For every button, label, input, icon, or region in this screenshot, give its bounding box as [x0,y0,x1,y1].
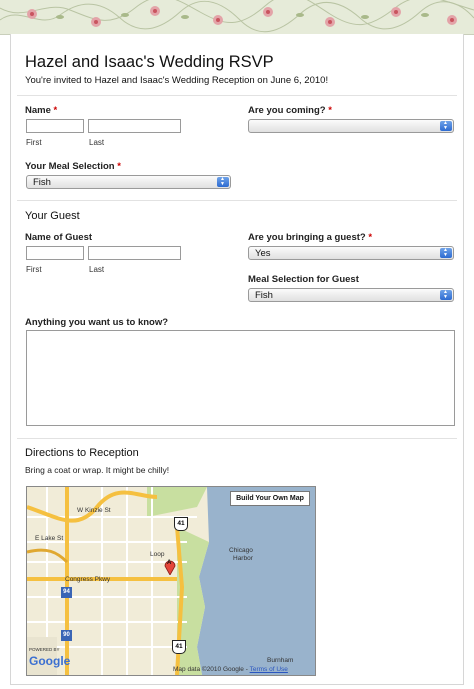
coming-label: Are you coming? * [248,105,332,116]
bringing-guest-label: Are you bringing a guest? * [248,232,373,243]
coming-select[interactable] [248,119,454,133]
map-label-loop: Loop [150,551,165,558]
map-label-chicago: Chicago [229,547,253,554]
directions-title: Directions to Reception [25,447,139,459]
meal-label: Your Meal Selection * [25,161,121,172]
select-arrows-icon: ▲ ▼ [440,290,452,300]
guest-meal-select[interactable]: Fish ▲ ▼ [248,288,454,302]
form-title: Hazel and Isaac's Wedding RSVP [25,53,274,71]
map-copyright: Map data ©2010 Google - Terms of Use [173,666,288,673]
select-arrows-icon: ▲ ▼ [440,248,452,258]
guest-first-sublabel: First [26,265,42,274]
guest-meal-label: Meal Selection for Guest [248,274,359,285]
bringing-guest-select[interactable]: Yes ▲ ▼ [248,246,454,260]
interstate-shield-icon: 94 [61,587,72,598]
build-your-own-map-button[interactable]: Build Your Own Map [230,491,310,506]
reception-map[interactable] [26,486,316,676]
directions-hint: Bring a coat or wrap. It might be chilly! [25,465,170,475]
name-label: Name * [25,105,58,116]
powered-by-label: POWERED BY [29,647,60,652]
map-label-congress: Congress Pkwy [65,576,111,583]
divider [17,438,457,439]
guest-last-sublabel: Last [89,265,105,274]
form-subtitle: You're invited to Hazel and Isaac's Wedding Reception on June 6, 2010! [25,75,329,86]
floral-pattern-icon [0,0,474,34]
guest-first-name-input[interactable] [26,246,84,260]
last-sublabel: Last [89,138,105,147]
first-name-input[interactable] [26,119,84,133]
map-label-burnham: Burnham [267,657,294,664]
divider [17,200,457,201]
meal-select[interactable]: Fish ▲ ▼ [26,175,231,189]
guest-name-label: Name of Guest [25,232,93,243]
divider [17,95,457,96]
floral-banner [0,0,474,35]
map-label-harbor: Harbor [233,555,253,562]
map-marker-icon[interactable]: A [164,559,176,575]
google-logo: Google [29,654,71,668]
guest-section-title: Your Guest [25,210,80,222]
notes-label: Anything you want us to know? [25,317,169,328]
guest-last-name-input[interactable] [88,246,181,260]
terms-of-use-link[interactable]: Terms of Use [249,666,288,673]
notes-textarea[interactable] [26,330,455,426]
rsvp-form [10,34,464,685]
map-label-kinzie: W Kinzie St [77,507,111,514]
last-name-input[interactable] [88,119,181,133]
first-sublabel: First [26,138,42,147]
map-label-lake: E Lake St [35,535,64,542]
highway-41-shield-icon: 41 [174,517,188,531]
select-arrows-icon: ▲ ▼ [440,121,452,131]
select-arrows-icon: ▲ ▼ [217,177,229,187]
interstate-shield-icon: 90 [61,630,72,641]
highway-41-shield-icon: 41 [172,640,186,654]
